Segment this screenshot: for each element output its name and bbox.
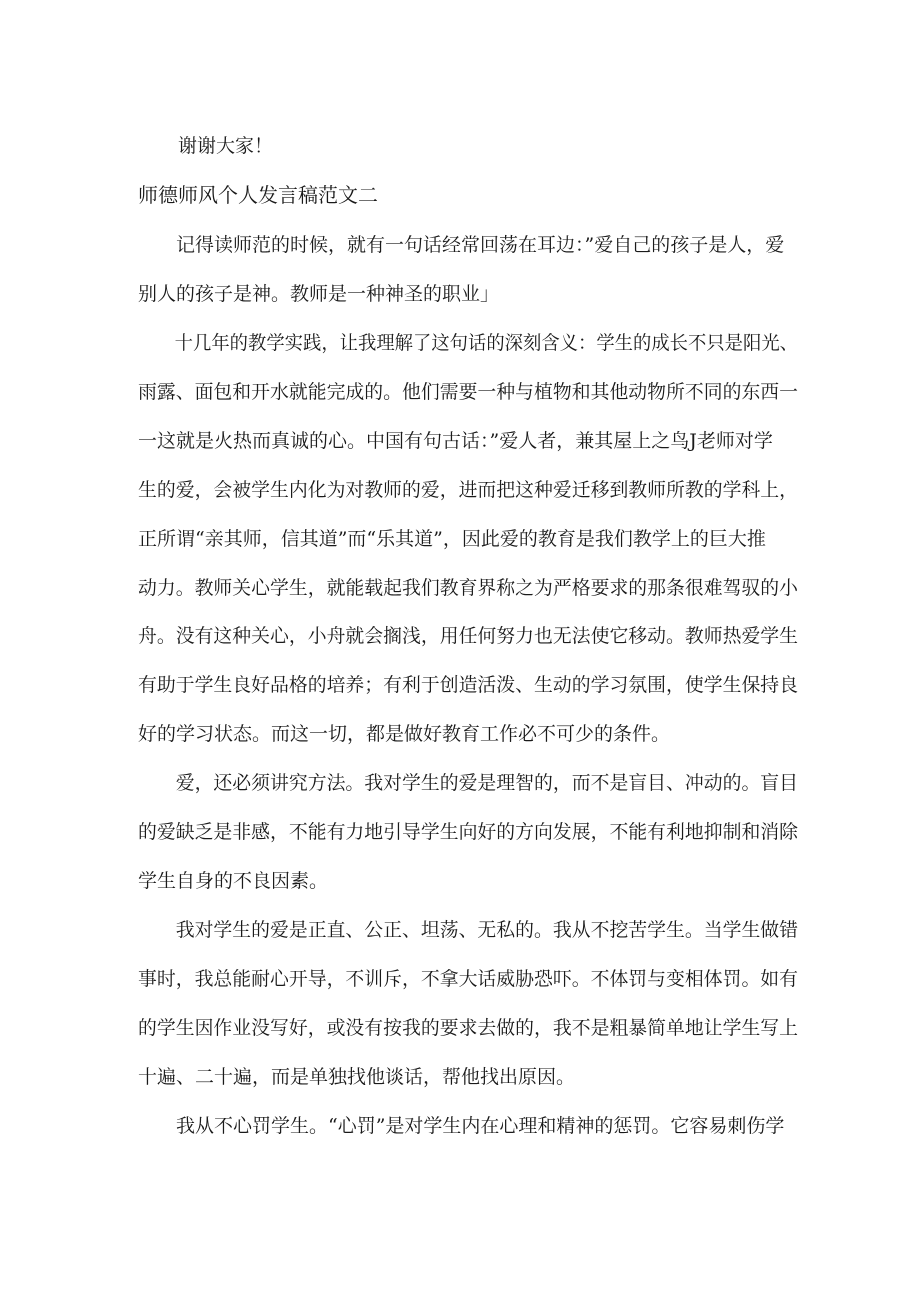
text-line: 好的学习状态。而这一切，都是做好教育工作必不可少的条件。 — [138, 723, 671, 745]
text-line: 事时，我总能耐心开导，不训斥，不拿大话威胁恐吓。不体罚与变相体罚。如有 — [138, 968, 799, 990]
text-line: 有助于学生良好品格的培养；有利于创造活泼、生动的学习氛围，使学生保持良 — [138, 674, 799, 696]
text-line: 的学生因作业没写好，或没有按我的要求去做的，我不是粗暴简单地让学生写上 — [138, 1017, 799, 1039]
text-line: 十遍、二十遍，而是单独找他谈话，帮他找出原因。 — [138, 1066, 576, 1088]
text-line: 正所谓“亲其师，信其道”而“乐其道”，因此爱的教育是我们教学上的巨大推 — [138, 528, 766, 550]
text-line: 我从不心罚学生。“心罚”是对学生内在心理和精神的惩罚。它容易刺伤学 — [138, 1115, 785, 1137]
closing-line: 谢谢大家！ — [178, 135, 274, 157]
text-line: 学生自身的不良因素。 — [138, 870, 329, 892]
document-title: 师德师风个人发言稿范文二 — [138, 183, 378, 207]
text-line: 动力。教师关心学生，就能载起我们教育界称之为严格要求的那条很难驾驭的小 — [138, 577, 799, 599]
text-line: 爱，还必须讲究方法。我对学生的爱是理智的，而不是盲目、冲动的。盲目 — [138, 772, 799, 794]
text-line: 舟。没有这种关心，小舟就会搁浅，用任何努力也无法使它移动。教师热爱学生 — [138, 625, 799, 647]
document-body — [138, 0, 798, 1301]
text-line: 的爱缺乏是非感，不能有力地引导学生向好的方向发展，不能有利地抑制和消除 — [138, 821, 799, 843]
text-line: 别人的孩子是神。教师是一种神圣的职业」 — [138, 283, 500, 305]
text-line: 雨露、面包和开水就能完成的。他们需要一种与植物和其他动物所不同的东西一 — [138, 381, 799, 403]
text-line: 记得读师范的时候，就有一句话经常回荡在耳边：”爱自己的孩子是人，爱 — [138, 234, 785, 256]
text-line: 一这就是火热而真诚的心。中国有句古话：”爱人者，兼其屋上之鸟J老师对学 — [138, 430, 773, 452]
text-line: 生的爱，会被学生内化为对教师的爱，进而把这种爱迁移到教师所教的学科上， — [138, 479, 799, 501]
text-line: 我对学生的爱是正直、公正、坦荡、无私的。我从不挖苦学生。当学生做错 — [138, 919, 799, 941]
text-line: 十几年的教学实践，让我理解了这句话的深刻含义：学生的成长不只是阳光、 — [138, 332, 799, 354]
